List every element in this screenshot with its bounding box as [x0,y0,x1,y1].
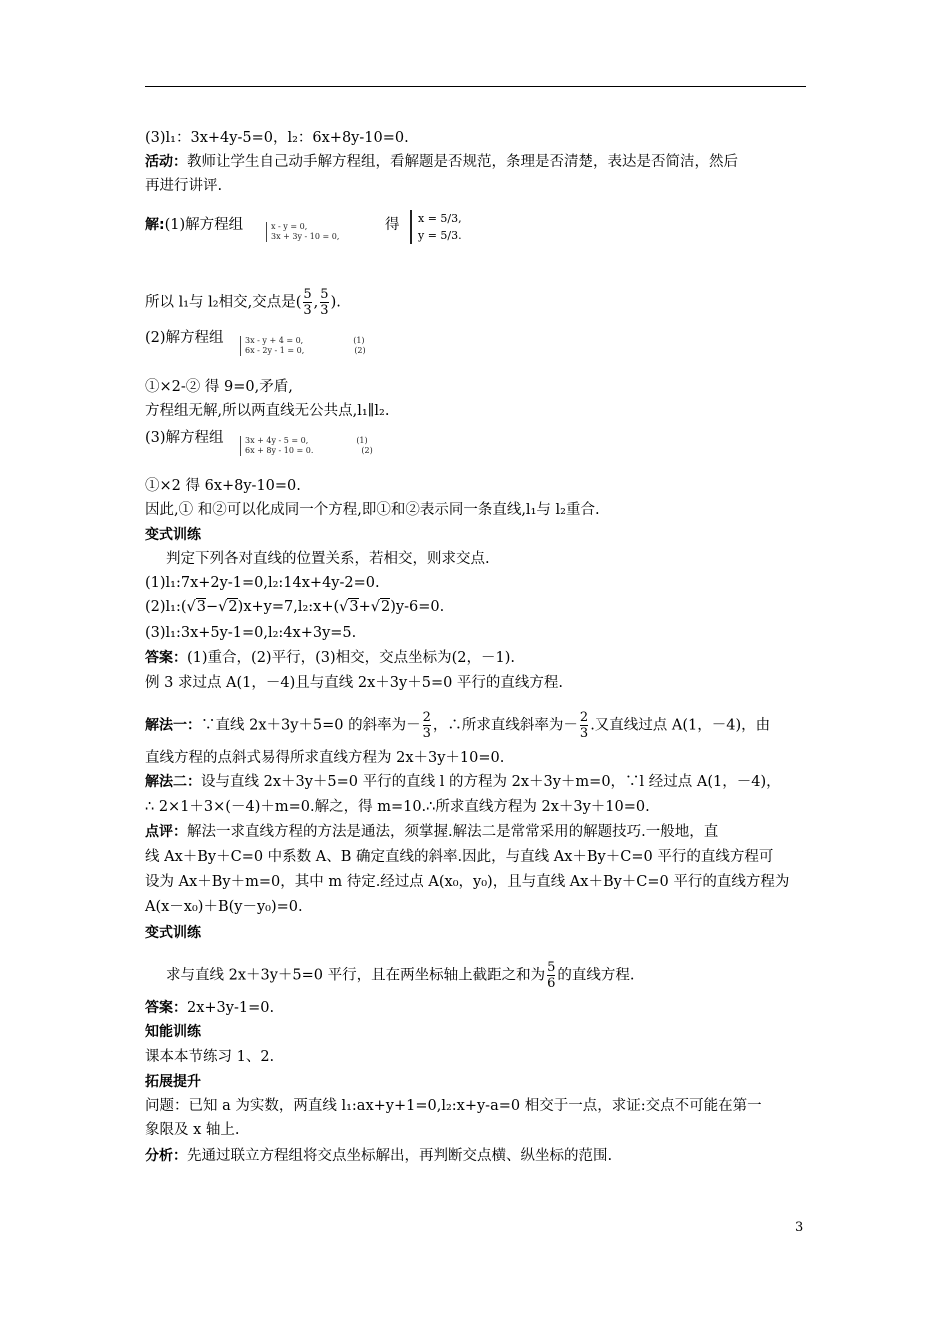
fraction-2-3: $\frac{2}{3}$ [422,710,431,741]
text-line: 线 Ax＋By＋C=0 中系数 A、B 确定直线的斜率.因此，与直线 Ax＋By＋C=0 平行的直线方程可 [145,849,774,865]
fraction-5-6: $\frac{5}{6}$ [547,960,556,991]
text-line: ①×2 得 6x+8y-10=0. [145,478,301,494]
activity-line [145,152,738,172]
text-line: ①×2-② 得 9=0,矛盾, [145,379,293,395]
text-line: 方程组无解,所以两直线无公共点,l₁∥l₂. [145,403,390,419]
text-line: 因此,① 和②可以化成同一个方程,即①和②表示同一条直线,l₁与 l₂重合. [145,502,600,518]
text-line: 判定下列各对直线的位置关系，若相交，则求交点. [166,551,490,567]
text-line: A(x－x₀)＋B(y－y₀)=0. [145,899,303,915]
text-line: (3)l₁:3x+5y-1=0,l₂:4x+3y=5. [145,625,357,641]
text-line: 直线方程的点斜式易得所求直线方程为 2x＋3y＋10=0. [145,750,505,766]
fraction-5-3: $\frac{5}{3}$ [320,287,329,318]
example-3: 例 3 求过点 A(1，－4)且与直线 2x＋3y＋5=0 平行的直线方程. [145,675,564,691]
text-line: 设为 Ax＋By＋m=0，其中 m 待定.经过点 A(x₀，y₀)，且与直线 Ax＋By＋C=0 平行的直线方程为 [145,874,790,890]
equation-system-1: x - y = 0, 3x + 3y - 10 = 0, [266,222,339,242]
method-1-line: 解法一：∵直线 2x＋3y＋5=0 的斜率为－ $\frac{2}{3}$ ，∴所求直线斜率为－ $\frac{2}{3}$ .又直线过点 A(1，－4)，由 [145,710,771,741]
equation-system-2: 3x - y + 4 = 0, (1) 6x - 2y - 1 = 0, (2) [240,336,366,356]
text-line: 再进行讲评. [145,178,223,194]
solution-1-line [145,215,243,235]
exercise-line: 求与直线 2x＋3y＋5=0 平行，且在两坐标轴上截距之和为 $\frac{5}{6}$ 的直线方程. [166,960,635,991]
section-heading: 拓展提升 [145,1074,201,1090]
solution-label: 解: [145,217,165,233]
section-heading: 知能训练 [145,1024,201,1040]
text-line: ∴ 2×1＋3×(－4)＋m=0.解之，得 m=10.∴所求直线方程为 2x＋3y＋10=0. [145,799,650,815]
section-heading: 变式训练 [145,925,201,941]
section-heading: 变式训练 [145,527,201,543]
activity-label: 活动： [145,154,187,170]
text-line: (1)l₁:7x+2y-1=0,l₂:14x+4y-2=0. [145,575,380,591]
text-line: (3)l₁：3x+4y-5=0，l₂：6x+8y-10=0. [145,130,409,146]
fraction-2-3: $\frac{2}{3}$ [579,710,589,741]
equation-system-3: 3x + 4y - 5 = 0, (1) 6x + 8y - 10 = 0. (2) [240,436,373,456]
intersection-line: 所以 l₁与 l₂相交,交点是( $\frac{5}{3}$ , $\frac{5}{3}$ ). [145,287,341,318]
text-line-sqrt: (2)l₁:(√3−√2)x+y=7,l₂:x+(√3+√2)y-6=0. [145,599,445,615]
method-2-line: 解法二：设与直线 2x＋3y＋5=0 平行的直线 l 的方程为 2x＋3y＋m=0，∵l 经过点 A(1，－4)， [145,774,781,790]
solution-3-text: (3)解方程组 [145,430,224,446]
answer-line: 答案：2x+3y-1=0. [145,1000,275,1016]
text-line: 问题：已知 a 为实数，两直线 l₁:ax+y+1=0,l₂:x+y-a=0 相交于一点，求证:交点不可能在第一 [145,1098,762,1114]
text-line: 课本本节练习 1、2. [145,1049,275,1065]
activity-text: 教师让学生自己动手解方程组，看解题是否规范，条理是否清楚，表达是否简洁，然后 [187,154,738,170]
equation-result-1: x = 5/3, y = 5/3. [410,210,462,244]
de-word: 得 [385,217,400,233]
fraction-5-3: $\frac{5}{3}$ [303,287,312,318]
analysis-line: 分析：先通过联立方程组将交点坐标解出，再判断交点横、纵坐标的范围. [145,1148,613,1164]
page-number: 3 [795,1220,804,1235]
solution-1-text: (1)解方程组 [164,217,244,233]
header-rule [145,86,806,87]
text-line: 象限及 x 轴上. [145,1122,240,1138]
answer-line: 答案：(1)重合，(2)平行，(3)相交，交点坐标为(2，－1). [145,650,515,666]
solution-2-text: (2)解方程组 [145,330,224,346]
comment-line: 点评：解法一求直线方程的方法是通法，须掌握.解法二是常常采用的解题技巧.一般地，直 [145,824,719,840]
